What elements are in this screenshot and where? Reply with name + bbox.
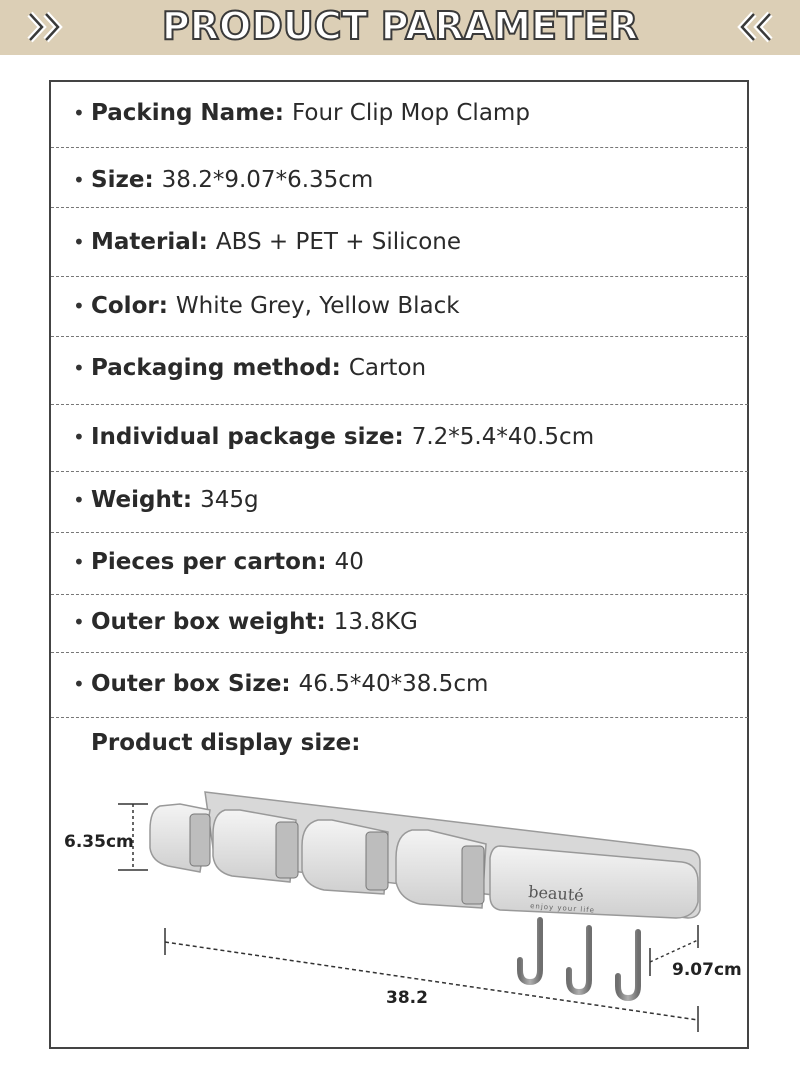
- param-row-packaging-method: • Packaging method: Carton: [51, 337, 748, 405]
- bullet-icon: •: [73, 294, 85, 318]
- brand-logo: beauté: [527, 882, 585, 905]
- bullet-icon: •: [73, 425, 85, 449]
- mop-clip-4: [396, 830, 486, 908]
- param-label: Packaging method: [91, 355, 332, 381]
- param-value: 40: [334, 549, 364, 575]
- bullet-icon: •: [73, 610, 85, 634]
- param-value: 13.8KG: [333, 609, 418, 635]
- param-label: Packing Name: [91, 100, 275, 126]
- bullet-icon: •: [73, 550, 85, 574]
- mop-clip-3: [302, 820, 388, 894]
- param-value: 38.2*9.07*6.35cm: [161, 167, 374, 193]
- param-row-size: • Size: 38.2*9.07*6.35cm: [51, 148, 748, 208]
- param-row-pieces-per-carton: • Pieces per carton: 40: [51, 533, 748, 595]
- hook-1: [520, 920, 540, 982]
- bullet-icon: •: [73, 672, 85, 696]
- param-row-packing-name: • Packing Name: Four Clip Mop Clamp: [51, 82, 748, 148]
- param-label: Weight: [91, 487, 183, 513]
- bullet-icon: •: [73, 488, 85, 512]
- param-label: Pieces per carton: [91, 549, 318, 575]
- param-row-weight: • Weight: 345g: [51, 472, 748, 533]
- param-value: 345g: [200, 487, 259, 513]
- param-value: ABS + PET + Silicone: [215, 229, 462, 255]
- double-chevron-left-icon: [730, 8, 774, 46]
- mop-clip-1: [150, 804, 210, 872]
- height-label: 6.35cm: [64, 832, 134, 852]
- bullet-icon: •: [73, 101, 85, 125]
- bullet-icon: •: [73, 230, 85, 254]
- depth-label: 9.07cm: [672, 960, 742, 980]
- param-value: Carton: [348, 355, 427, 381]
- display-size-title: Product display size:: [91, 730, 361, 756]
- param-row-outer-box-weight: • Outer box weight: 13.8KG: [51, 595, 748, 653]
- param-value: 7.2*5.4*40.5cm: [411, 424, 595, 450]
- bullet-icon: •: [73, 356, 85, 380]
- param-row-material: • Material: ABS + PET + Silicone: [51, 208, 748, 277]
- param-label: Individual package size: [91, 424, 395, 450]
- param-label: Material: [91, 229, 199, 255]
- brand-tagline: enjoy your life: [529, 902, 596, 915]
- param-value: 46.5*40*38.5cm: [298, 671, 489, 697]
- param-row-individual-package-size: • Individual package size: 7.2*5.4*40.5cm: [51, 405, 748, 472]
- param-row-color: • Color: White Grey, Yellow Black: [51, 277, 748, 337]
- param-row-outer-box-size: • Outer box Size: 46.5*40*38.5cm: [51, 653, 748, 718]
- param-label: Outer box Size: [91, 671, 282, 697]
- mop-clip-2: [213, 810, 298, 882]
- param-label: Color: [91, 293, 159, 319]
- param-value: Four Clip Mop Clamp: [291, 100, 530, 126]
- bullet-icon: •: [73, 168, 85, 192]
- param-label: Size: [91, 167, 145, 193]
- page-title: PRODUCT PARAMETER: [161, 4, 639, 48]
- param-value: White Grey, Yellow Black: [175, 293, 460, 319]
- hook-2: [569, 928, 589, 992]
- param-label: Outer box weight: [91, 609, 317, 635]
- length-label: 38.2: [386, 988, 428, 1008]
- header-banner: [0, 0, 800, 55]
- hook-3: [618, 932, 638, 998]
